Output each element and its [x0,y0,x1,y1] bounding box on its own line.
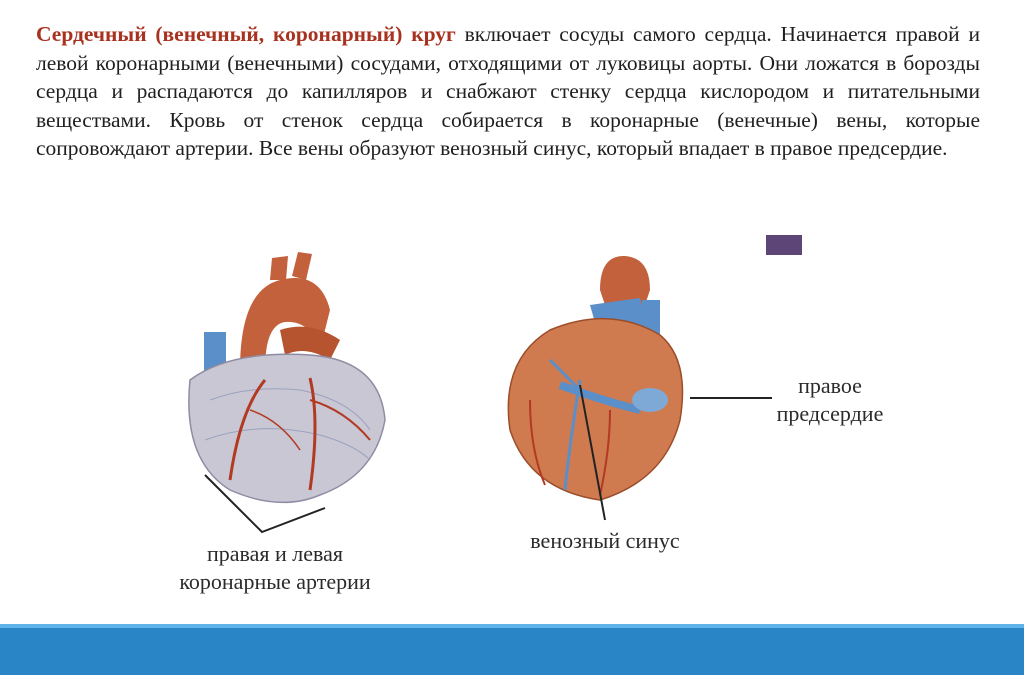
label-coronary-line2: коронарные артерии [179,569,371,594]
slide-footer-bar [0,624,1024,675]
label-atrium-line2: предсердие [776,401,884,426]
label-venous-sinus: венозный синус [530,528,680,553]
right-pointer-lines [560,380,780,530]
paragraph-body: включает сосуды самого сердца. Начинается правой и левой коронарными (венечными) сосудами, отходящими от луковицы аорты. Они ложатся в борозды сердца и распадаются до капилляров и снабжают стенку сердца кислородом и питательными веществами. Кровь от стенок сердца собирается в коронарные (венечные) вены, которые сопровождают артерии. Все вены образуют венозный синус, который впадает в правое предсердие. [36,22,980,161]
description-paragraph [36,20,980,163]
left-pointer-lines [200,470,340,540]
label-coronary-arteries [155,540,395,596]
lead-term: Сердечный (венечный, коронарный) круг [36,22,456,46]
label-atrium-line1: правое [798,373,862,398]
slide-footer-highlight [0,624,1024,628]
label-right-atrium [765,372,895,428]
label-coronary-line1: правая и левая [206,541,344,566]
purple-marker [766,235,802,255]
